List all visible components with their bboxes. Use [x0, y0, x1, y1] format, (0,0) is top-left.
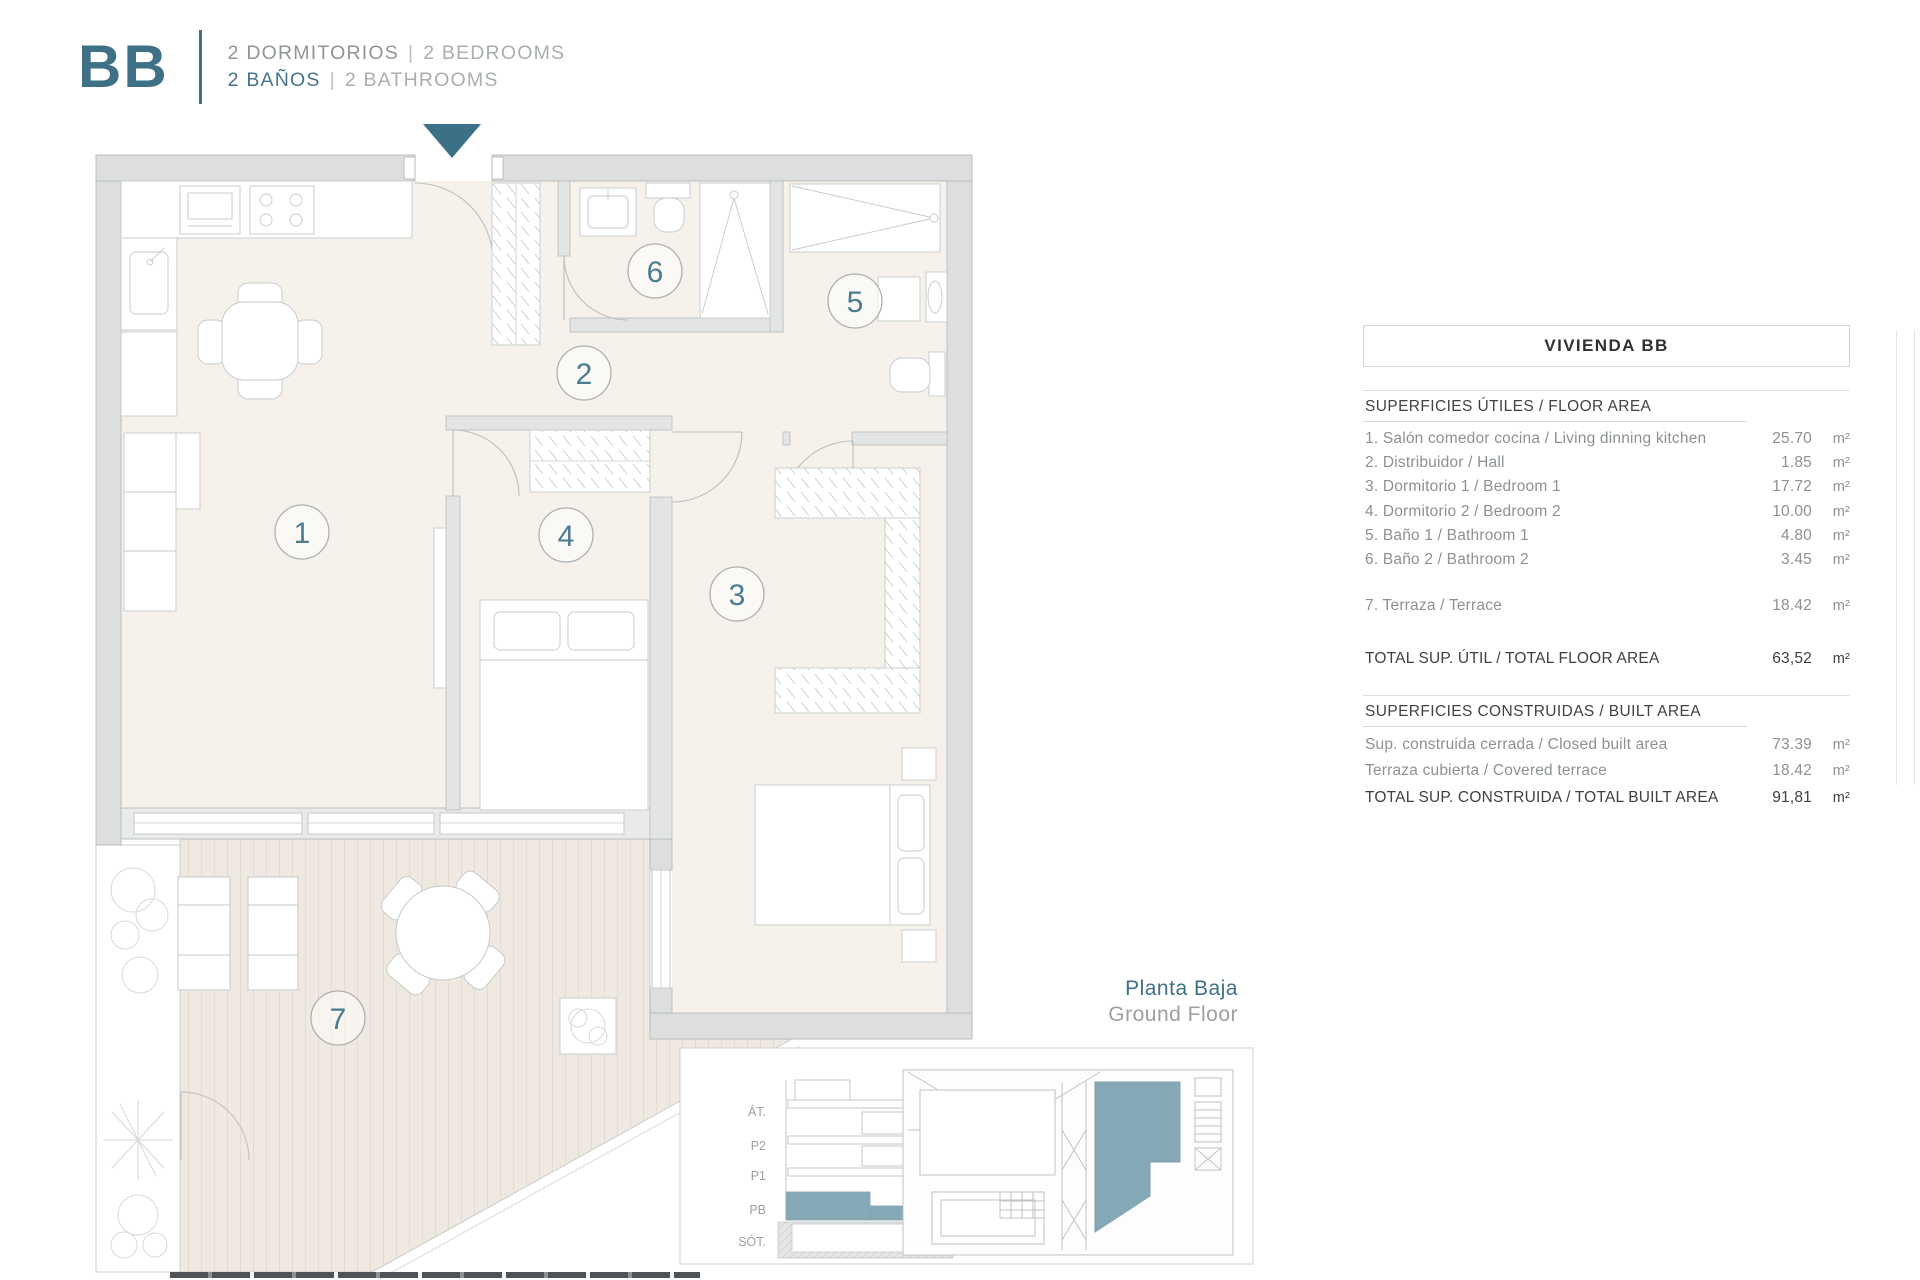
svg-text:2: 2: [575, 358, 593, 391]
table-row: 2. Distribuidor / Hall 1.85 m²: [1365, 454, 1850, 472]
svg-text:5: 5: [846, 286, 864, 319]
svg-text:1: 1: [293, 517, 311, 550]
bathrooms-en: 2 BATHROOMS: [344, 69, 499, 91]
table-title: VIVIENDA BB: [1363, 325, 1850, 367]
bedroom2-bed: [480, 600, 648, 810]
room-circle-7: [311, 991, 365, 1045]
total-built-area-row: TOTAL SUP. CONSTRUIDA / TOTAL BUILT AREA 91,81 m²: [1365, 788, 1850, 806]
site-plan: [903, 1070, 1233, 1255]
bathroom1-shower: [790, 184, 940, 252]
total-floor-area-row: TOTAL SUP. ÚTIL / TOTAL FLOOR AREA 63,52 m²: [1365, 650, 1850, 668]
header-underline: [1363, 421, 1747, 422]
bathrooms-es: 2 BAÑOS: [227, 69, 321, 91]
built-area-rows: [1363, 732, 1850, 812]
scale-bar: [170, 1272, 700, 1278]
room-circle-6: [628, 244, 682, 298]
entry-jambs: [404, 157, 503, 179]
bedrooms-line: 2 DORMITORIOS | 2 BEDROOMS: [227, 42, 566, 64]
level-label-p2: P2: [750, 1139, 766, 1153]
table-row-terrace: 7. Terraza / Terrace 18.42 m²: [1365, 597, 1850, 615]
oven: [180, 186, 240, 234]
svg-text:4: 4: [557, 520, 575, 553]
bedrooms-es: 2 DORMITORIOS: [227, 42, 399, 64]
bathroom1-toilet: [890, 352, 945, 396]
areas-table: [1363, 325, 1850, 811]
kitchen-sink: [121, 238, 177, 330]
floor-level-es: Planta Baja: [1125, 977, 1238, 1000]
room-circle-5: [828, 274, 882, 328]
floor-level-label: [1018, 976, 1238, 1028]
hob: [250, 186, 314, 234]
tv-sideboard: [434, 528, 446, 688]
table-row: 3. Dormitorio 1 / Bedroom 1 17.72 m²: [1365, 478, 1850, 496]
location-inset: [680, 1048, 1253, 1264]
svg-text:6: 6: [646, 256, 664, 289]
page-edge-line: [1914, 330, 1915, 785]
useful-area-rows: [1363, 427, 1850, 672]
planter-strip: [96, 845, 180, 1272]
room-circle-4: [539, 508, 593, 562]
bedroom2-closet: [530, 430, 650, 492]
room-circle-3: [710, 567, 764, 621]
table-row: 4. Dormitorio 2 / Bedroom 2 10.00 m²: [1365, 502, 1850, 520]
table-row: 6. Baño 2 / Bathroom 2 3.45 m²: [1365, 551, 1850, 569]
entry-arrow: [423, 124, 481, 158]
useful-area-header: SUPERFICIES ÚTILES / FLOOR AREA: [1365, 398, 1652, 415]
page-edge-line: [1896, 330, 1897, 785]
room-circle-2: [557, 346, 611, 400]
entry-closet: [492, 183, 540, 345]
table-row: Terraza cubierta / Covered terrace 18.42 m²: [1365, 762, 1850, 780]
bathroom1-cabinet: [878, 277, 920, 321]
table-row: 1. Salón comedor cocina / Living dinning kitchen 25.70 m²: [1365, 430, 1850, 447]
logo-bb: BB: [78, 33, 169, 100]
level-label-pb: PB: [749, 1203, 766, 1217]
table-row: 5. Baño 1 / Bathroom 1 4.80 m²: [1365, 526, 1850, 544]
floor-level-en: Ground Floor: [1108, 1003, 1238, 1026]
deck-planter: [560, 998, 616, 1054]
kitchen-cabinet: [121, 332, 177, 416]
bathrooms-line: 2 BAÑOS | 2 BATHROOMS: [227, 69, 499, 91]
living-windows: [121, 808, 650, 839]
level-label-atico: ÁT.: [747, 1105, 766, 1119]
svg-text:3: 3: [728, 579, 746, 612]
bedroom3-window: [652, 870, 670, 988]
level-label-p1: P1: [750, 1169, 766, 1183]
bathroom2-sink: [580, 188, 636, 236]
room-circle-1: [275, 505, 329, 559]
svg-text:7: 7: [329, 1003, 347, 1036]
bathroom1-sink: [926, 272, 947, 322]
bedrooms-en: 2 BEDROOMS: [423, 42, 566, 64]
header-underline: [1363, 726, 1747, 727]
bathroom2-shower: [700, 183, 770, 318]
level-label-sotano: SÓT.: [738, 1235, 766, 1249]
built-area-header: SUPERFICIES CONSTRUIDAS / BUILT AREA: [1365, 702, 1701, 720]
table-row: Sup. construida cerrada / Closed built area 73.39 m²: [1365, 735, 1850, 753]
